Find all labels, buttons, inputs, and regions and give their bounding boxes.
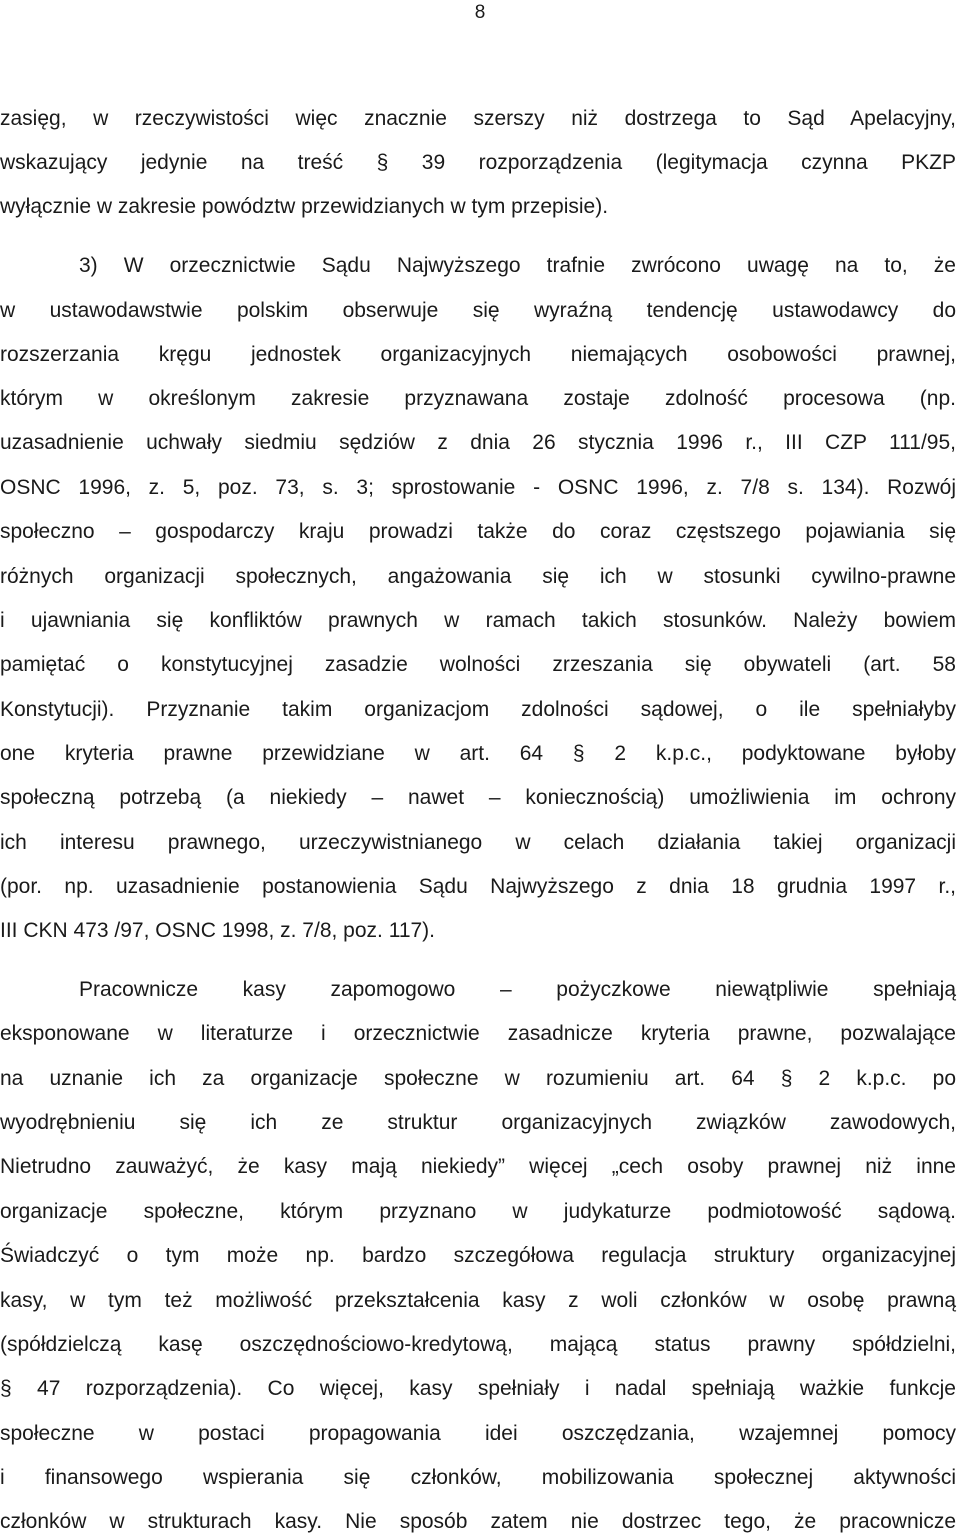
text-line: Świadczyć o tym może np. bardzo szczegółowa regulacja struktury organizacyjnej bbox=[0, 1244, 956, 1267]
text-line: społeczne w postaci propagowania idei oszczędzania, wzajemnej pomocy bbox=[0, 1422, 956, 1445]
text-line: wyłącznie w zakresie powództw przewidzianych w tym przepisie). bbox=[0, 195, 609, 218]
text-line: Pracownicze kasy zapomogowo – pożyczkowe niewątpliwie spełniają bbox=[79, 978, 956, 1001]
text-line: wskazujący jedynie na treść § 39 rozporządzenia (legitymacja czynna PKZP bbox=[0, 151, 956, 174]
text-line: zasięg, w rzeczywistości więc znacznie szerszy niż dostrzega to Sąd Apelacyjny, bbox=[0, 107, 956, 130]
text-line: członków w strukturach kasy. Nie sposób zatem nie dostrzec tego, że pracownicze bbox=[0, 1510, 956, 1533]
text-line: rozszerzania kręgu jednostek organizacyjnych niemających osobowości prawnej, bbox=[0, 343, 956, 366]
text-line: wyodrębnieniu się ich ze struktur organizacyjnych związków zawodowych, bbox=[0, 1111, 956, 1134]
text-line: (spółdzielczą kasę oszczędnościowo-kredytową, mającą status prawny spółdzielni, bbox=[0, 1333, 956, 1356]
text-line: § 47 rozporządzenia). Co więcej, kasy spełniały i nadal spełniają ważkie funkcje bbox=[0, 1377, 956, 1400]
text-line: pamiętać o konstytucyjnej zasadzie wolności zrzeszania się obywateli (art. 58 bbox=[0, 653, 956, 676]
text-line: 3) W orzecznictwie Sądu Najwyższego trafnie zwrócono uwagę na to, że bbox=[79, 254, 956, 277]
text-line: na uznanie ich za organizacje społeczne w rozumieniu art. 64 § 2 k.p.c. po bbox=[0, 1067, 956, 1090]
text-line: społeczno – gospodarczy kraju prowadzi także do coraz częstszego pojawiania się bbox=[0, 520, 956, 543]
text-line: one kryteria prawne przewidziane w art. 64 § 2 k.p.c., podyktowane byłoby bbox=[0, 742, 956, 765]
text-line: w ustawodawstwie polskim obserwuje się wyraźną tendencję ustawodawcy do bbox=[0, 299, 956, 322]
text-line: i ujawniania się konfliktów prawnych w ramach takich stosunków. Należy bowiem bbox=[0, 609, 956, 632]
text-line: kasy, w tym też możliwość przekształcenia kasy z woli członków w osobę prawną bbox=[0, 1289, 956, 1312]
text-line: Nietrudno zauważyć, że kasy mają niekiedy” więcej „cech osoby prawnej niż inne bbox=[0, 1155, 956, 1178]
page-number: 8 bbox=[474, 2, 486, 23]
text-line: Konstytucji). Przyznanie takim organizacjom zdolności sądowej, o ile spełniałyby bbox=[0, 698, 956, 721]
text-line: i finansowego wspierania się członków, mobilizowania społecznej aktywności bbox=[0, 1466, 956, 1489]
text-line: ich interesu prawnego, urzeczywistnianego w celach działania takiej organizacji bbox=[0, 831, 956, 854]
text-line: OSNC 1996, z. 5, poz. 73, s. 3; sprostowanie - OSNC 1996, z. 7/8 s. 134). Rozwój bbox=[0, 476, 956, 499]
text-line: eksponowane w literaturze i orzecznictwie zasadnicze kryteria prawne, pozwalające bbox=[0, 1022, 956, 1045]
text-line: społeczną potrzebą (a niekiedy – nawet – koniecznością) umożliwienia im ochrony bbox=[0, 786, 956, 809]
text-line: III CKN 473 /97, OSNC 1998, z. 7/8, poz. 117). bbox=[0, 919, 436, 942]
text-line: organizacje społeczne, którym przyznano w judykaturze podmiotowość sądową. bbox=[0, 1200, 956, 1223]
text-line: którym w określonym zakresie przyznawana zostaje zdolność procesowa (np. bbox=[0, 387, 956, 410]
text-line: (por. np. uzasadnienie postanowienia Sądu Najwyższego z dnia 18 grudnia 1997 r., bbox=[0, 875, 956, 898]
text-line: uzasadnienie uchwały siedmiu sędziów z dnia 26 stycznia 1996 r., III CZP 111/95, bbox=[0, 431, 956, 454]
text-line: różnych organizacji społecznych, angażowania się ich w stosunki cywilno-prawne bbox=[0, 565, 956, 588]
